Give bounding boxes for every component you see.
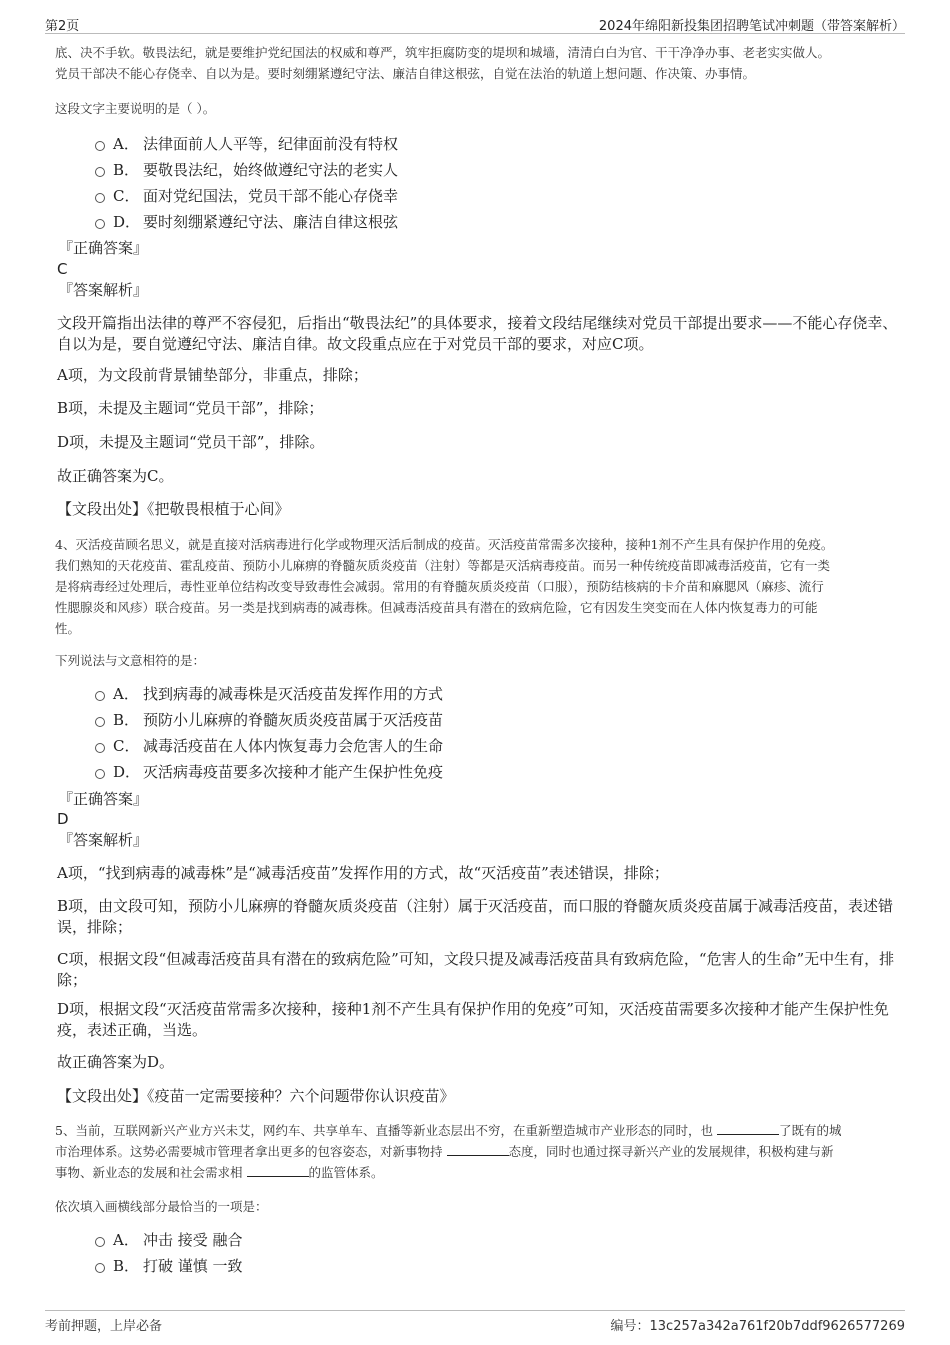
q4-final-answer: 故正确答案为D。 bbox=[57, 1053, 175, 1071]
fill-blank-3[interactable] bbox=[247, 1164, 309, 1177]
q3-final-answer: 故正确答案为C。 bbox=[57, 467, 174, 485]
q3-option-a[interactable]: A． 法律面前人人平等，纪律面前没有特权 bbox=[95, 133, 398, 155]
q3-stem: 这段文字主要说明的是（ ）。 bbox=[55, 101, 216, 116]
q3-answer: C bbox=[57, 260, 68, 278]
page-header bbox=[45, 13, 905, 34]
q4-answer: D bbox=[57, 810, 69, 828]
radio-icon[interactable] bbox=[95, 691, 105, 701]
q4-answer-label: 『正确答案』 bbox=[58, 790, 149, 808]
q3-analysis-a: A项，为文段前背景铺垫部分，非重点，排除； bbox=[57, 366, 368, 384]
q4-analysis-b: B项，由文段可知，预防小儿麻痹的脊髓灰质炎疫苗（注射）属于灭活疫苗，而口服的脊髓灰质炎疫苗属于减毒活疫苗，表述错误，排除； bbox=[57, 897, 894, 936]
q3-analysis-main: 文段开篇指出法律的尊严不容侵犯，后指出“敬畏法纪”的具体要求，接着文段结尾继续对党员干部提出要求——不能心存侥幸、自以为是，要自觉遵纪守法、廉洁自律。故文段重点应在于对党员干部的要求，对应C项。 bbox=[57, 314, 898, 353]
q3-passage-tail: 底、决不手软。敬畏法纪，就是要维护党纪国法的权威和尊严，筑牢拒腐防变的堤坝和城墙，清清白白为官、干干净净办事、老老实实做人。 党员干部决不能心存侥幸、自以为是。要时刻绷紧遵纪守法、廉洁自律这根弦，自觉在法治的轨道上想问题、作决策、办事情。 bbox=[55, 45, 831, 81]
fill-blank-2[interactable] bbox=[447, 1143, 509, 1156]
radio-icon[interactable] bbox=[95, 141, 105, 151]
q4-analysis-a: A项，“找到病毒的减毒株”是“减毒活疫苗”发挥作用的方式，故“灭活疫苗”表述错误，排除； bbox=[57, 864, 669, 882]
q3-analysis-label: 『答案解析』 bbox=[58, 281, 149, 299]
q4-source: 【文段出处】《疫苗一定需要接种？六个问题带你认识疫苗》 bbox=[57, 1087, 455, 1105]
q3-analysis-b: B项，未提及主题词“党员干部”，排除； bbox=[57, 399, 324, 417]
radio-icon[interactable] bbox=[95, 1263, 105, 1273]
document-title: 2024年绵阳新投集团招聘笔试冲刺题（带答案解析） bbox=[598, 19, 905, 34]
q4-stem: 下列说法与文意相符的是： bbox=[55, 653, 206, 668]
q4-analysis-label: 『答案解析』 bbox=[58, 831, 149, 849]
q4-option-c[interactable]: C． 减毒活疫苗在人体内恢复毒力会危害人的生命 bbox=[95, 735, 443, 757]
radio-icon[interactable] bbox=[95, 743, 105, 753]
q3-option-d[interactable]: D． 要时刻绷紧遵纪守法、廉洁自律这根弦 bbox=[95, 211, 398, 233]
q4-option-b[interactable]: B． 预防小儿麻痹的脊髓灰质炎疫苗属于灭活疫苗 bbox=[95, 709, 443, 731]
page-footer bbox=[45, 1310, 905, 1333]
q4-option-d[interactable]: D． 灭活病毒疫苗要多次接种才能产生保护性免疫 bbox=[95, 761, 443, 783]
q5-stem: 依次填入画横线部分最恰当的一项是： bbox=[55, 1199, 268, 1214]
q4-analysis-c: C项，根据文段“但减毒活疫苗具有潜在的致病危险”可知，文段只提及减毒活疫苗具有致病危险，“危害人的生命”无中生有，排除； bbox=[57, 950, 895, 989]
q3-option-b[interactable]: B． 要敬畏法纪，始终做遵纪守法的老实人 bbox=[95, 159, 398, 181]
footer-slogan: 考前押题，上岸必备 bbox=[45, 1319, 163, 1334]
q4-analysis-d: D项，根据文段“灭活疫苗常需多次接种，接种1剂不产生具有保护作用的免疫”可知，灭活疫苗需要多次接种才能产生保护性免疫，表述正确，当选。 bbox=[57, 1000, 889, 1039]
q5-passage: 5、当前，互联网新兴产业方兴未艾，网约车、共享单车、直播等新业态层出不穷，在重新塑造城市产业形态的同时，也 了既有的城 市治理体系。这势必需要城市管理者拿出更多的包容姿态，对新事物持 态度，同时也通过探寻新兴产业的发展规律，积极构建与新 事物、新业态的发展和社会需求相 的监管体系。 bbox=[55, 1123, 842, 1180]
q4-passage: 4、灭活疫苗顾名思义，就是直接对活病毒进行化学或物理灭活后制成的疫苗。灭活疫苗常需多次接种，接种1剂不产生具有保护作用的免疫。 我们熟知的天花疫苗、霍乱疫苗、预防小儿麻痹的脊髓灰质炎疫苗（注射）等都是灭活病毒疫苗。而另一种传统疫苗即减毒活疫苗，它有一类 是将病毒经过处理后，毒性亚单位结构改变导致毒性会减弱。常用的有脊髓灰质炎疫苗（口服），预防结核病的卡介苗和麻腮风（麻疹、流行 性腮腺炎和风疹）联合疫苗。另一类是找到病毒的减毒株。但减毒活疫苗具有潜在的致病危险，它有因发生突变而在人体内恢复毒力的可能 性。 bbox=[55, 537, 834, 636]
q3-option-c[interactable]: C． 面对党纪国法，党员干部不能心存侥幸 bbox=[95, 185, 398, 207]
radio-icon[interactable] bbox=[95, 717, 105, 727]
q3-analysis-d: D项，未提及主题词“党员干部”，排除。 bbox=[57, 433, 325, 451]
radio-icon[interactable] bbox=[95, 193, 105, 203]
q5-option-a[interactable]: A． 冲击 接受 融合 bbox=[95, 1229, 243, 1251]
radio-icon[interactable] bbox=[95, 769, 105, 779]
radio-icon[interactable] bbox=[95, 219, 105, 229]
q4-option-a[interactable]: A． 找到病毒的减毒株是灭活疫苗发挥作用的方式 bbox=[95, 683, 443, 705]
radio-icon[interactable] bbox=[95, 1237, 105, 1247]
q5-option-b[interactable]: B． 打破 谨慎 一致 bbox=[95, 1255, 243, 1277]
page-number: 第2页 bbox=[45, 19, 80, 34]
radio-icon[interactable] bbox=[95, 167, 105, 177]
q3-source: 【文段出处】《把敬畏根植于心间》 bbox=[57, 500, 290, 518]
document-code: 编号：13c257a342a761f20b7ddf9626577269 bbox=[610, 1319, 905, 1334]
q3-answer-label: 『正确答案』 bbox=[58, 239, 149, 257]
fill-blank-1[interactable] bbox=[717, 1122, 779, 1135]
